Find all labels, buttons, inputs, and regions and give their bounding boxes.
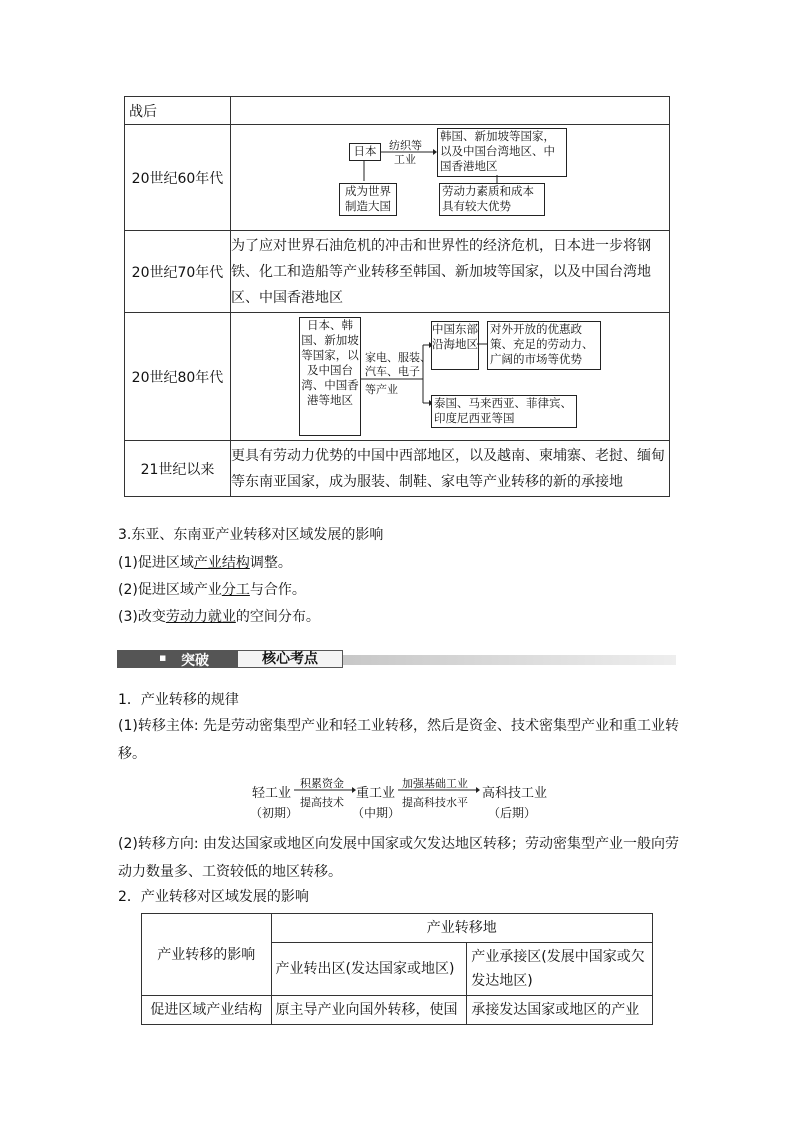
impact-table-col1: 产业转出区(发达国家或地区) — [271, 943, 467, 996]
row-content-21st: 更具有劳动力优势的中国中西部地区，以及越南、柬埔寨、老挝、缅甸等东南亚国家，成为服装、制鞋、家电等产业转移的新的承接地 — [231, 441, 670, 497]
row-content-postwar — [231, 97, 670, 125]
section3-item1: (1)促进区域产业结构调整。 — [118, 555, 292, 571]
flow-light-industry: 轻工业 — [252, 786, 292, 801]
source-box-1980s: 日本、韩国、新加坡等国家，以及中国台湾、中国香港等地区 — [299, 317, 361, 436]
impact-table-col2: 产业承接区(发展中国家或欠发达地区) — [467, 943, 653, 996]
section3-item3: (3)改变劳动力就业的空间分布。 — [118, 609, 320, 625]
target-box-southeast-asia: 泰国、马来西亚、菲律宾、印度尼西亚等国 — [431, 395, 577, 428]
section-banner — [117, 650, 676, 668]
reason-box-1960s: 劳动力素质和成本具有较大优势 — [439, 183, 545, 216]
arrow-label-appliances: 家电、服装、 — [365, 351, 431, 364]
impact-table-row1-label: 促进区域产业结构 — [142, 996, 272, 1025]
impact-table-row1-c1: 原主导产业向国外转移，使国 — [271, 996, 467, 1025]
flow-arrow2 — [398, 786, 480, 794]
diagram-1980s-cell — [231, 313, 670, 441]
row-label-1970s: 20世纪70年代 — [125, 231, 231, 313]
flow-heavy-period: （中期） — [352, 806, 401, 820]
diagram-1960s — [231, 125, 669, 230]
flow-hightech-period: （后期） — [488, 806, 537, 820]
section3-item2: (2)促进区域产业分工与合作。 — [118, 582, 306, 598]
part2-title: 2．产业转移对区域发展的影响 — [118, 889, 309, 905]
arrow-label-auto: 汽车、电子 — [365, 365, 420, 378]
japan-box: 日本 — [349, 143, 381, 161]
banner-label: 突破 — [181, 653, 209, 669]
impact-table-group: 产业转移地 — [271, 914, 653, 943]
arrow-label-industry: 工业 — [394, 153, 416, 166]
flow-heavy-industry: 重工业 — [356, 786, 396, 801]
flow-arrow1 — [294, 786, 356, 794]
impact-table — [141, 913, 653, 1025]
banner-sub: 核心考点 — [237, 650, 343, 668]
part1-p2: (2)转移方向: 由发达国家或地区向发展中国家或欠发达地区转移；劳动密集型产业一般向劳动力数量多、工资较低的地区转移。 — [118, 836, 679, 880]
flow-arrow2-top: 加强基础工业 — [402, 777, 468, 790]
flow-arrow2-bottom: 提高科技水平 — [402, 796, 468, 809]
arrow-1960s — [381, 147, 437, 157]
impact-table-corner: 产业转移的影响 — [142, 914, 272, 996]
arrow-1980s — [361, 341, 433, 411]
arrow-label-industries: 等产业 — [365, 383, 398, 396]
flow-arrow1-top: 积累资金 — [300, 777, 344, 790]
target-box-east-china: 中国东部沿海地区 — [431, 321, 479, 370]
row-label-21st: 21世纪以来 — [125, 441, 231, 497]
banner-bullet: ▪ — [159, 651, 167, 664]
flow-hightech-industry: 高科技工业 — [482, 786, 548, 801]
arrow-label-textile: 纺织等 — [389, 139, 422, 152]
target-box-1960s: 韩国、新加坡等国家，以及中国台湾地区、中国香港地区 — [437, 128, 567, 177]
transfer-history-table — [124, 96, 670, 497]
flow-light-period: （初期） — [250, 806, 299, 820]
part1-p1: (1)转移主体: 先是劳动密集型产业和轻工业转移，然后是资金、技术密集型产业和重工业转移。 — [118, 718, 679, 762]
reason-box-1980s: 对外开放的优惠政策、充足的劳动力、广阔的市场等优势 — [487, 321, 601, 370]
diagram-1960s-cell — [231, 125, 670, 231]
industry-flow — [240, 772, 560, 822]
row-label-1960s: 20世纪60年代 — [125, 125, 231, 231]
row-content-1970s: 为了应对世界石油危机的冲击和世界性的经济危机，日本进一步将钢铁、化工和造船等产业转移至韩国、新加坡等国家，以及中国台湾地区、中国香港地区 — [231, 231, 670, 313]
diagram-1980s — [231, 313, 669, 440]
connector-1960s — [361, 161, 501, 185]
part1-title: 1．产业转移的规律 — [118, 692, 239, 708]
row-label-postwar: 战后 — [125, 97, 231, 125]
flow-arrow1-bottom: 提高技术 — [300, 796, 344, 809]
impact-table-row1-c2: 承接发达国家或地区的产业 — [467, 996, 653, 1025]
row-label-1980s: 20世纪80年代 — [125, 313, 231, 441]
section3-title: 3.东亚、东南亚产业转移对区域发展的影响 — [118, 527, 384, 543]
result-box-1960s: 成为世界制造大国 — [339, 183, 397, 216]
